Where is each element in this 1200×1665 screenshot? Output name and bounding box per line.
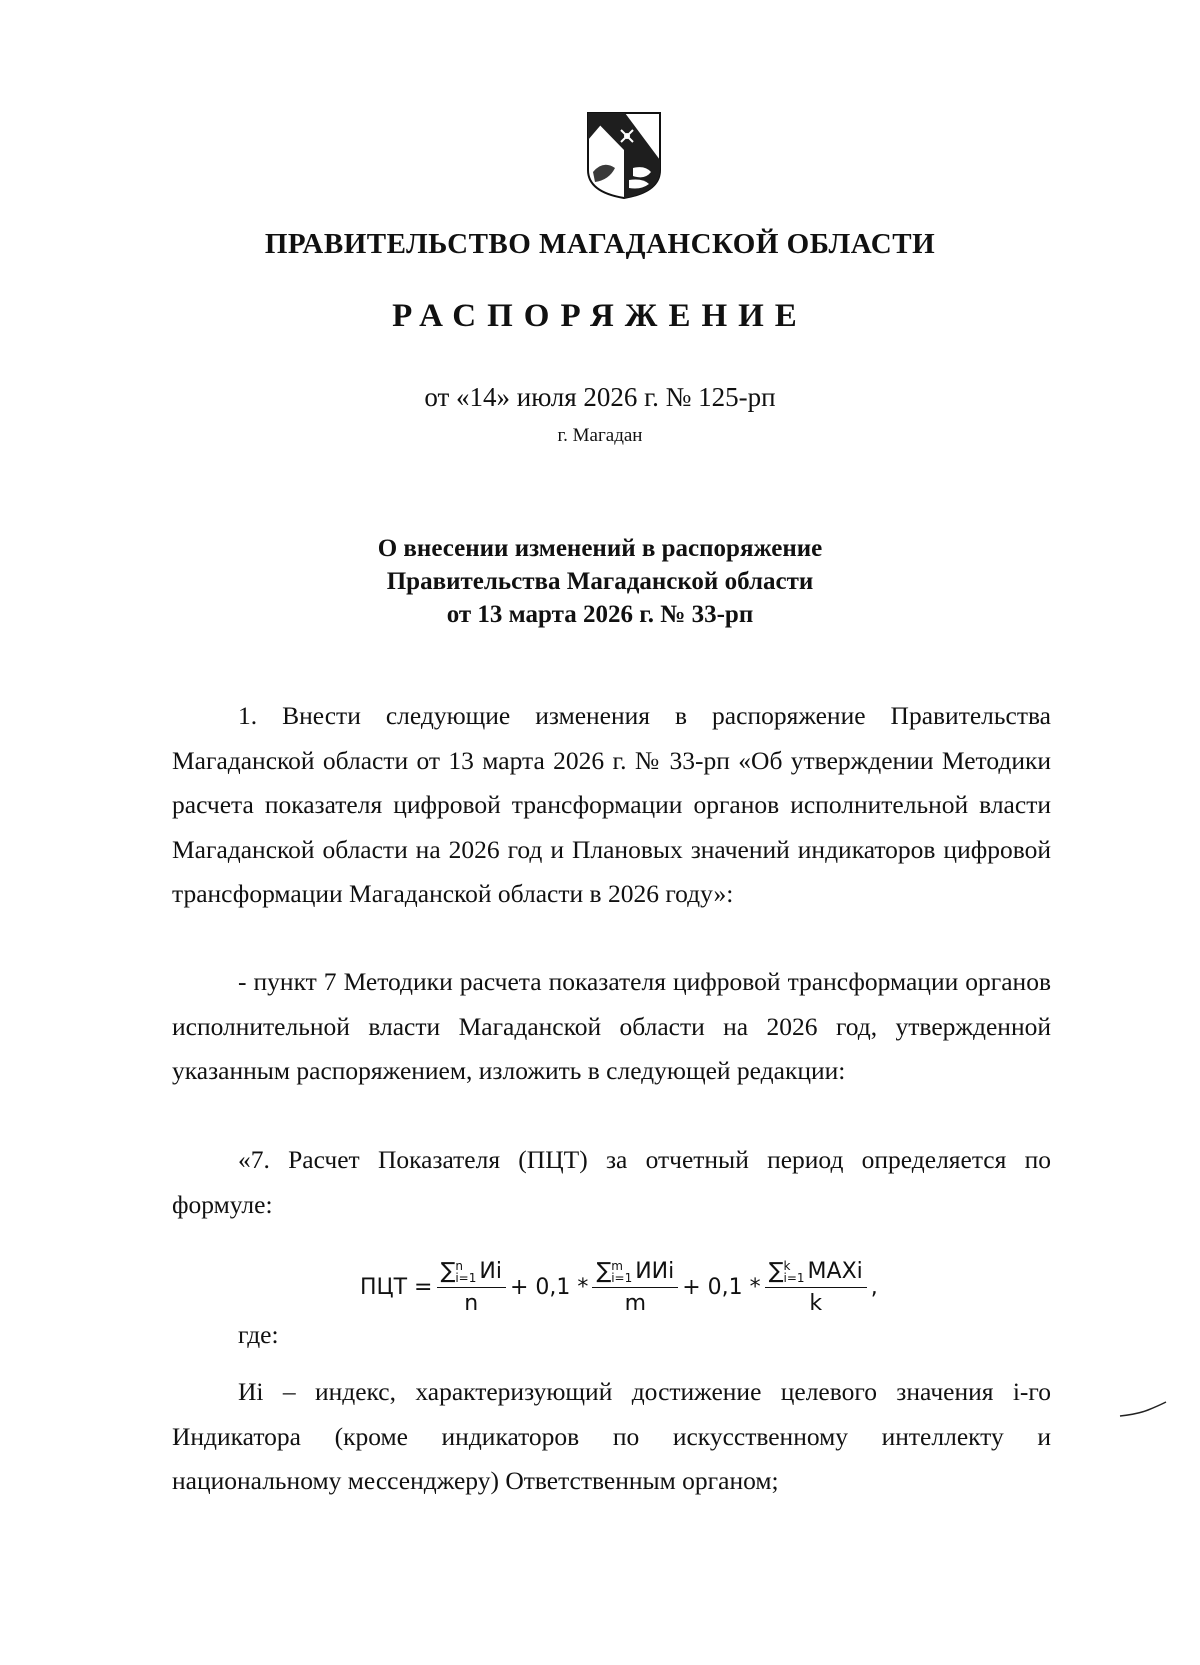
term-numerator: MAXi <box>807 1258 863 1284</box>
paragraph-text: «7. Расчет Показателя (ПЦТ) за отчетный период определяется по формуле: <box>172 1145 1051 1219</box>
term-numerator: Иi <box>479 1258 502 1284</box>
subject-line: Правительства Магаданской области <box>386 568 814 595</box>
paragraph-formula-intro <box>172 1138 1051 1227</box>
paragraph-text: 1. Внести следующие изменения в распоряжение Правительства Магаданской области от 13 марта 2026 г. № 33-рп «Об утверждении Методики расчета показателя цифровой трансформации органов исполнительной власти Магаданской области на 2026 год и Плановых значений индикаторов цифровой трансформации Магаданской области в 2026 году»: <box>172 701 1051 908</box>
term-numerator: ИИi <box>635 1258 675 1284</box>
term-denominator: n <box>464 1290 479 1316</box>
formula-operator: + 0,1 * <box>509 1274 589 1300</box>
paragraph-text: Иi – индекс, характеризующий достижение целевого значения i-го Индикатора (кроме индикаторов по искусственному интеллекту и национальному мессенджеру) Ответственным органом; <box>172 1377 1051 1495</box>
sum-upper: n <box>455 1258 463 1273</box>
document-date-number: от «14» июля 2026 г. № 125-рп <box>424 382 776 412</box>
government-title: ПРАВИТЕЛЬСТВО МАГАДАНСКОЙ ОБЛАСТИ <box>264 228 936 260</box>
term-denominator: m <box>624 1290 647 1316</box>
sum-lower: i=1 <box>455 1270 477 1285</box>
paragraph-text: - пункт 7 Методики расчета показателя цифровой трансформации органов исполнительной власти Магаданской области на 2026 год, утвержденной указанным распоряжением, изложить в следующей редакции: <box>172 967 1051 1085</box>
sum-upper: k <box>783 1258 791 1273</box>
formula-term-1: ∑ n i=1 Иi n <box>437 1259 506 1316</box>
formula-term-2: ∑ m i=1 ИИi m <box>592 1259 678 1316</box>
formula-tail: , <box>870 1274 878 1300</box>
sum-upper: m <box>611 1258 623 1273</box>
subject-line: О внесении изменений в распоряжение <box>377 535 823 562</box>
coat-of-arms-icon <box>585 110 663 200</box>
formula-operator: + 0,1 * <box>682 1274 761 1300</box>
document-subject <box>0 532 1200 631</box>
subject-line: от 13 марта 2026 г. № 33-рп <box>446 601 754 628</box>
document-city: г. Магадан <box>557 425 643 446</box>
pen-mark-icon <box>1118 1400 1168 1420</box>
sum-lower: i=1 <box>611 1270 633 1285</box>
document-type: РАСПОРЯЖЕНИЕ <box>392 298 808 334</box>
paragraph-item-7-amendment <box>172 960 1051 1094</box>
sum-lower: i=1 <box>783 1270 805 1285</box>
paragraph-definition-Ii <box>172 1370 1051 1504</box>
where-label: где: <box>238 1320 279 1349</box>
formula-lhs: ПЦТ = <box>360 1274 433 1300</box>
term-denominator: k <box>809 1290 823 1316</box>
formula-term-3: ∑ k i=1 MAXi k <box>765 1259 867 1316</box>
indicator-formula <box>360 1252 878 1322</box>
paragraph-item-1 <box>172 694 1051 917</box>
